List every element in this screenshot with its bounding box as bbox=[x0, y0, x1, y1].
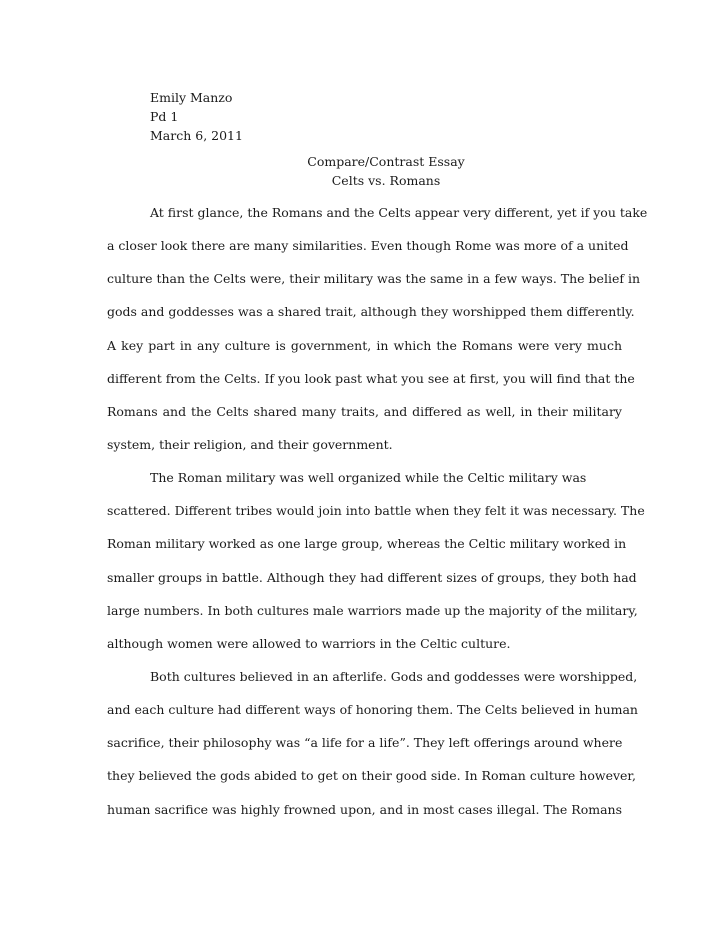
text-line: smaller groups in battle. Although they had different sizes of groups, they both had bbox=[107, 569, 637, 585]
class-period: Pd 1 bbox=[150, 109, 179, 124]
title-block bbox=[0, 152, 728, 190]
text-line: different from the Celts. If you look past what you see at first, you will find that the bbox=[107, 370, 635, 386]
essay-body bbox=[107, 203, 648, 833]
text-line: and each culture had different ways of honoring them. The Celts believed in human bbox=[107, 702, 638, 718]
text-line: culture than the Celts were, their military was the same in a few ways. The belief in bbox=[107, 271, 640, 287]
text-line: large numbers. In both cultures male warriors made up the majority of the military, bbox=[107, 602, 638, 618]
document-header bbox=[150, 88, 243, 145]
text-line: they believed the gods abided to get on their good side. In Roman culture however, bbox=[107, 768, 636, 784]
text-line: A key part in any culture is government, in which the Romans were very much bbox=[107, 337, 622, 353]
text-line: gods and goddesses was a shared trait, although they worshipped them differently. bbox=[107, 304, 635, 320]
text-line: a closer look there are many similarities. Even though Rome was more of a united bbox=[107, 238, 629, 254]
text-line: human sacrifice was highly frowned upon, and in most cases illegal. The Romans bbox=[107, 801, 622, 817]
author-name: Emily Manzo bbox=[150, 90, 233, 105]
text-line: Roman military worked as one large group, whereas the Celtic military worked in bbox=[107, 536, 627, 552]
text-line: scattered. Different tribes would join into battle when they felt it was necessary. The bbox=[107, 503, 645, 519]
text-line: Both cultures believed in an afterlife. Gods and goddesses were worshipped, bbox=[150, 668, 638, 684]
text-line: although women were allowed to warriors in the Celtic culture. bbox=[107, 635, 511, 651]
essay-subtitle: Celts vs. Romans bbox=[331, 173, 441, 188]
text-line: system, their religion, and their government. bbox=[107, 436, 393, 452]
text-line: At first glance, the Romans and the Celts appear very different, yet if you take bbox=[150, 205, 648, 220]
text-line: Romans and the Celts shared many traits, and differed as well, in their military bbox=[107, 403, 622, 419]
text-line: The Roman military was well organized while the Celtic military was bbox=[150, 470, 587, 486]
document-date: March 6, 2011 bbox=[150, 128, 243, 143]
text-line: sacrifice, their philosophy was “a life for a life”. They left offerings around where bbox=[107, 735, 623, 751]
essay-title: Compare/Contrast Essay bbox=[307, 154, 465, 169]
